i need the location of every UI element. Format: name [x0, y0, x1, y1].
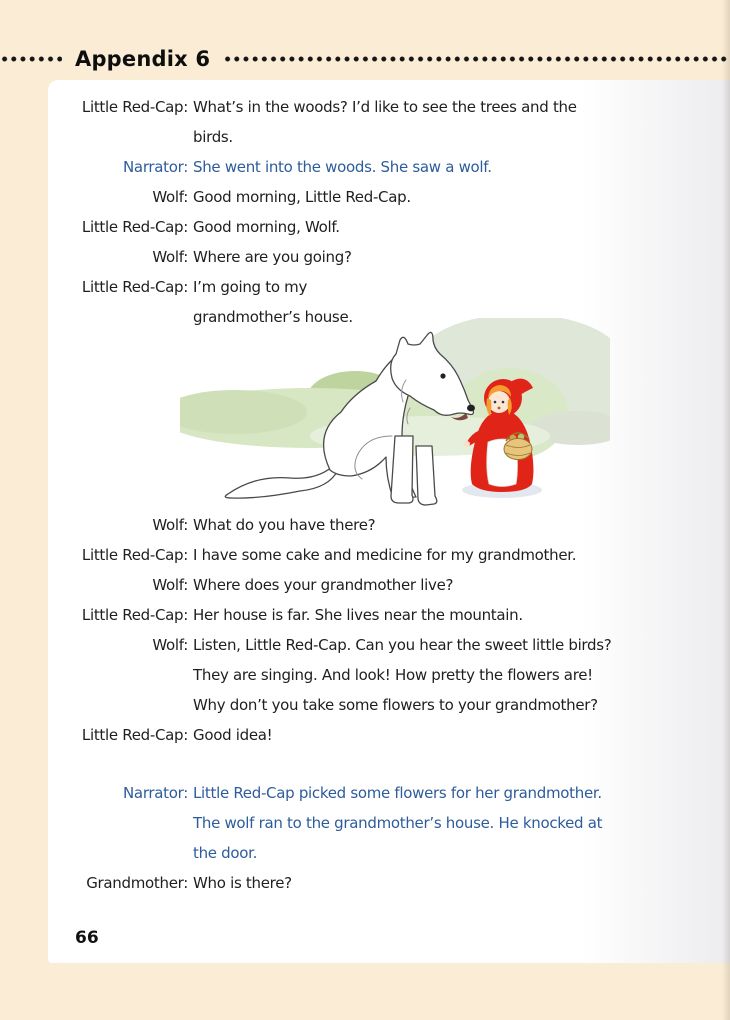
- dialogue-line: Who is there?: [193, 874, 292, 892]
- dialogue-line: Where does your grandmother live?: [193, 576, 454, 594]
- page-title: Appendix 6: [75, 47, 211, 71]
- dialogue-line: Good morning, Little Red-Cap.: [193, 188, 411, 206]
- dialogue-text: [193, 868, 292, 898]
- speaker-label: Wolf:: [152, 576, 188, 594]
- speaker-label: Little Red-Cap:: [81, 218, 188, 236]
- speaker-label: Wolf:: [152, 636, 188, 654]
- dialogue-text: [193, 242, 352, 272]
- dialogue-line: She went into the woods. She saw a wolf.: [193, 158, 492, 176]
- dialogue-line: The wolf ran to the grandmother’s house. He knocked at: [193, 814, 603, 832]
- dialogue-text: [193, 212, 340, 242]
- speaker-label: Wolf:: [152, 188, 188, 206]
- dialogue-row: [48, 630, 730, 720]
- dialogue-row: [48, 600, 730, 630]
- dialogue-line: Where are you going?: [193, 248, 352, 266]
- dialogue-line: Good idea!: [193, 726, 273, 744]
- dialogue-text: [193, 778, 602, 868]
- wolf-and-red-cap-scene: [180, 318, 610, 508]
- dialogue-bottom: [48, 510, 730, 898]
- dotted-line-left: [0, 56, 62, 62]
- dialogue-line: birds.: [193, 128, 233, 146]
- dialogue-row: [48, 570, 730, 600]
- speaker-label: Wolf:: [152, 248, 188, 266]
- dialogue-line: I have some cake and medicine for my grandmother.: [193, 546, 577, 564]
- dialogue-line: Why don’t you take some flowers to your grandmother?: [193, 696, 598, 714]
- illustration: [180, 318, 610, 508]
- dialogue-line: grandmother’s house.: [193, 308, 353, 326]
- dialogue-line: Good morning, Wolf.: [193, 218, 340, 236]
- appendix-header: [0, 44, 730, 74]
- dialogue-text: [193, 600, 523, 630]
- dialogue-line: the door.: [193, 844, 258, 862]
- dialogue-row: [48, 182, 730, 212]
- speaker-label: Narrator:: [123, 784, 188, 802]
- dialogue-text: [193, 510, 375, 540]
- content-panel: [48, 80, 730, 963]
- dotted-line-right: [223, 56, 730, 62]
- speaker-label: Little Red-Cap:: [81, 726, 188, 744]
- speaker-label: Little Red-Cap:: [81, 606, 188, 624]
- dialogue-text: [193, 720, 272, 750]
- dialogue-row: [48, 868, 730, 898]
- dialogue-line: Her house is far. She lives near the mountain.: [193, 606, 523, 624]
- dialogue-row: [48, 212, 730, 242]
- dialogue-text: [193, 570, 453, 600]
- page-number: 66: [75, 928, 99, 948]
- dialogue-row: [48, 510, 730, 540]
- dialogue-top: [48, 92, 730, 332]
- dialogue-line: Little Red-Cap picked some flowers for her grandmother.: [193, 784, 602, 802]
- speaker-label: Little Red-Cap:: [81, 546, 188, 564]
- speaker-label: Grandmother:: [86, 874, 188, 892]
- speaker-label: Wolf:: [152, 516, 188, 534]
- dialogue-line: What do you have there?: [193, 516, 376, 534]
- dialogue-row: [48, 92, 730, 152]
- dialogue-row: [48, 242, 730, 272]
- dialogue-text: [193, 92, 577, 152]
- dialogue-line: I’m going to my: [193, 278, 308, 296]
- dialogue-text: [193, 152, 492, 182]
- speaker-label: Little Red-Cap:: [81, 278, 188, 296]
- dialogue-text: [193, 540, 576, 570]
- dialogue-line: They are singing. And look! How pretty the flowers are!: [193, 666, 593, 684]
- dialogue-line: What’s in the woods? I’d like to see the trees and the: [193, 98, 577, 116]
- dialogue-row: [48, 152, 730, 182]
- dialogue-row: [48, 540, 730, 570]
- dialogue-text: [193, 630, 611, 720]
- speaker-label: Narrator:: [123, 158, 188, 176]
- dialogue-row: [48, 778, 730, 868]
- dialogue-text: [193, 182, 411, 212]
- dialogue-line: Listen, Little Red-Cap. Can you hear the sweet little birds?: [193, 636, 612, 654]
- dialogue-row: [48, 720, 730, 750]
- speaker-label: Little Red-Cap:: [81, 98, 188, 116]
